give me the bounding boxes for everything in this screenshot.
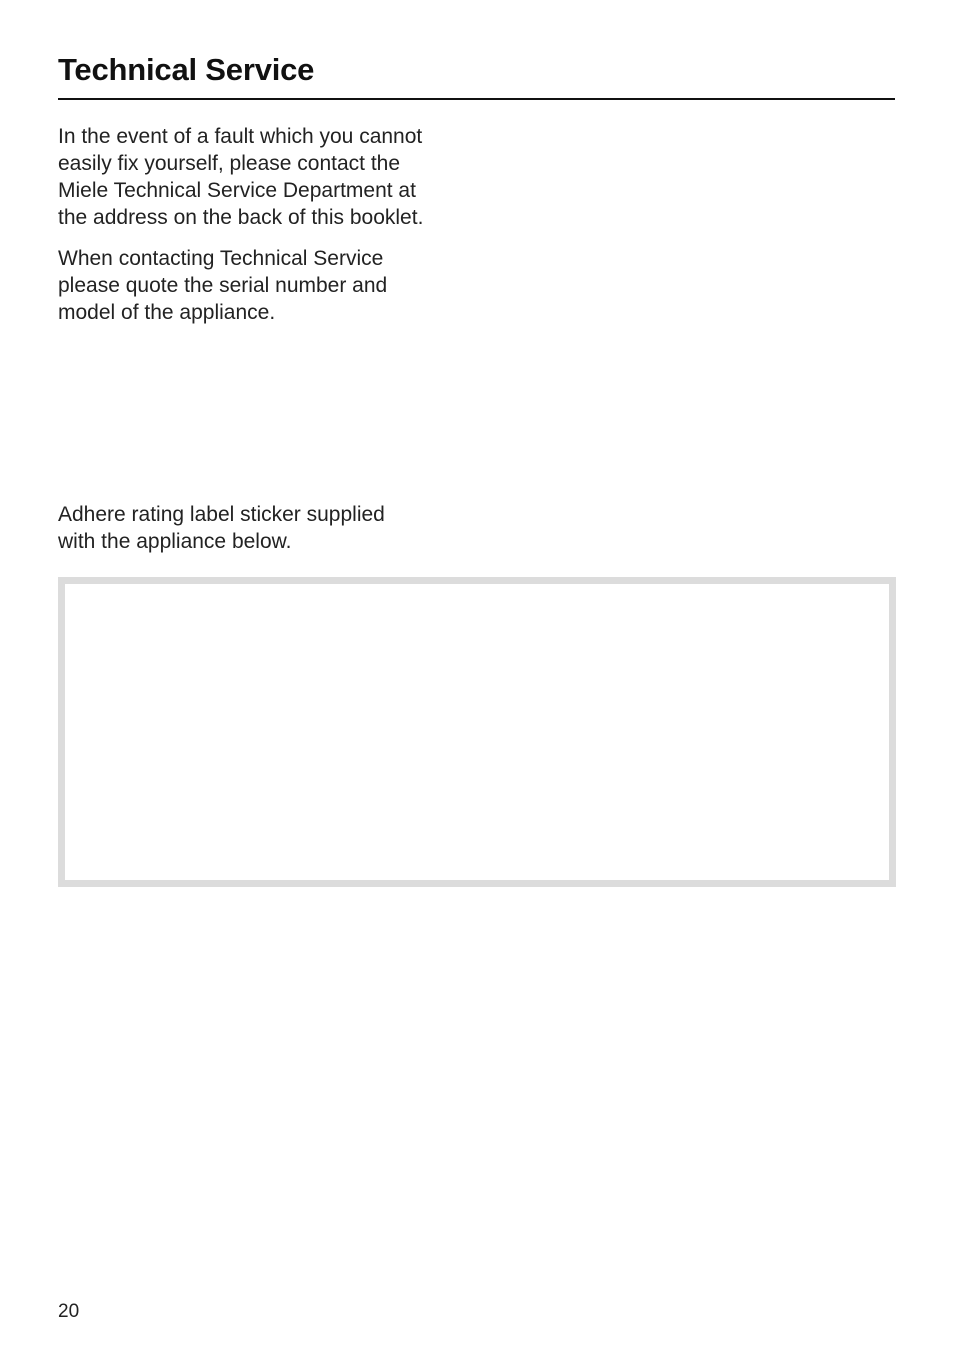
rating-label-instruction: Adhere rating label sticker supplied with the appliance below. [58,503,385,553]
page-title: Technical Service [58,52,315,87]
title-divider [58,98,895,100]
fault-contact-paragraph: In the event of a fault which you cannot easily fix yourself, please contact the Miele Technical Service Department at the address on the back of this booklet. [58,125,424,229]
page-number: 20 [58,1301,80,1322]
rating-label-sticker-area [58,577,896,887]
serial-number-paragraph: When contacting Technical Service please quote the serial number and model of the appliance. [58,247,388,324]
